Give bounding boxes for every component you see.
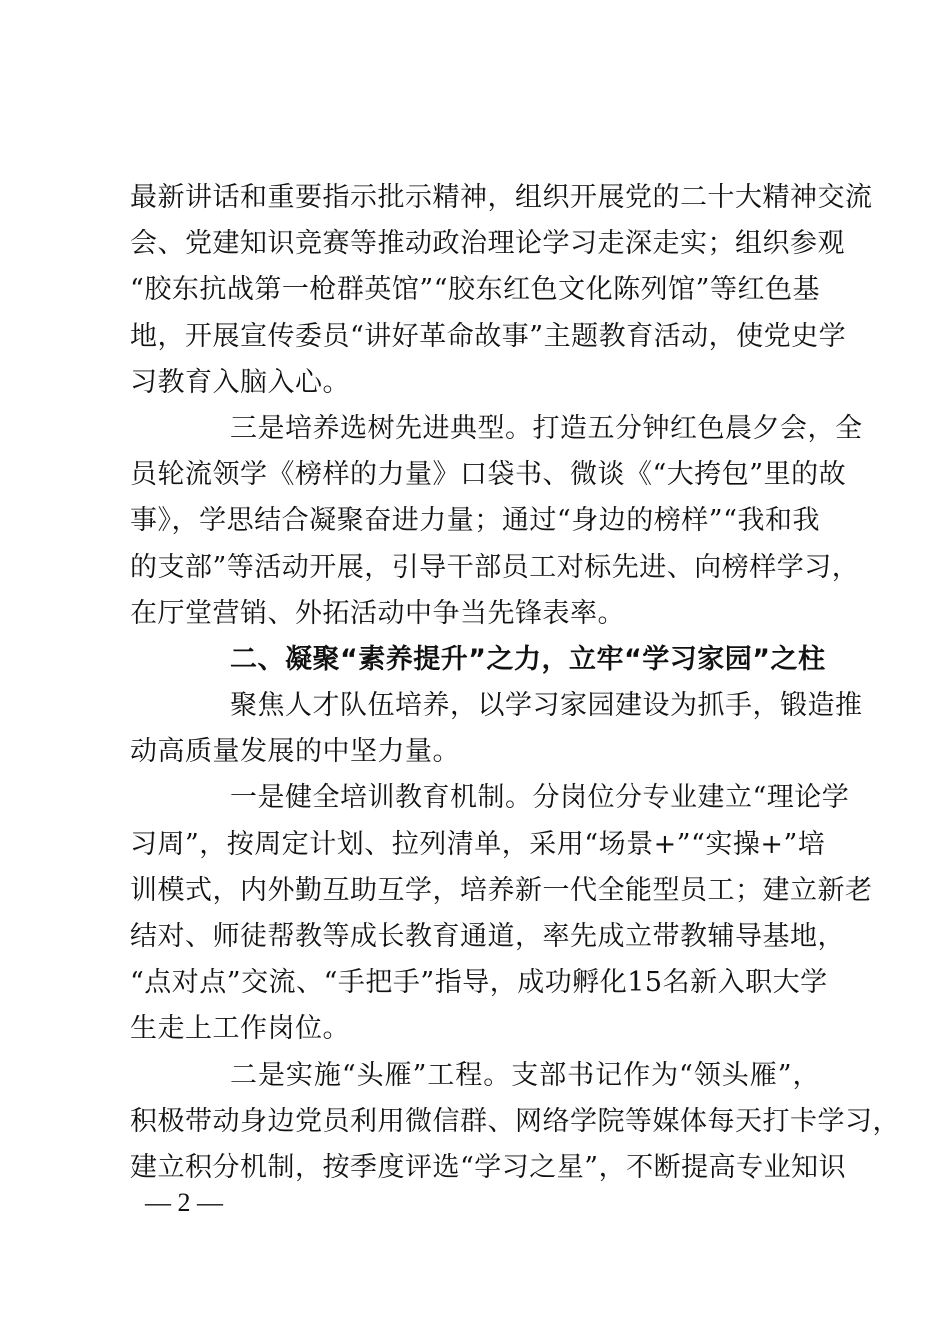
paragraph [130, 1053, 900, 1192]
text-line: 生走上工作岗位。 [130, 1013, 350, 1045]
text-line: 积极带动身边党员利用微信群、网络学院等媒体每天打卡学习， [130, 1105, 900, 1137]
text-line: 习教育入脑入心。 [130, 366, 350, 398]
document-body [130, 175, 900, 1191]
paragraph [130, 683, 863, 775]
text-line: 最新讲话和重要指示批示精神，组织开展党的二十大精神交流 [130, 182, 873, 213]
text-line: 一是健全培训教育机制。分岗位分专业建立“理论学 [230, 782, 850, 814]
text-line: 结对、师徒帮教等成长教育通道，率先成立带教辅导基地， [130, 921, 845, 952]
text-line: 地，开展宣传委员“讲好革命故事”主题教育活动，使党史学 [130, 320, 847, 352]
paragraph [130, 175, 873, 406]
page-number: — 2 — [145, 1188, 223, 1217]
text-line: 员轮流领学《榜样的力量》口袋书、微谈《“大挎包”里的故 [130, 459, 847, 491]
text-line: 二是实施“头雁”工程。支部书记作为“领头雁”， [230, 1059, 820, 1091]
text-line: 的支部”等活动开展，引导干部员工对标先进、向榜样学习， [130, 551, 860, 583]
text-line: 会、党建知识竞赛等推动政治理论学习走深走实；组织参观 [130, 228, 845, 260]
heading-text: 二、凝聚“素养提升”之力，立牢“学习家园”之柱 [230, 643, 826, 675]
text-line: 三是培养选树先进典型。打造五分钟红色晨夕会，全 [230, 412, 863, 444]
text-line: “胶东抗战第一枪群英馆”“胶东红色文化陈列馆”等红色基 [130, 274, 820, 306]
text-line: 事》，学思结合凝聚奋进力量；通过“身边的榜样”“我和我 [130, 505, 820, 537]
text-line: 在厅堂营销、外拓活动中争当先锋表率。 [130, 597, 625, 629]
section-heading [130, 637, 826, 683]
text-line: “点对点”交流、“手把手”指导，成功孵化15名新入职大学 [130, 967, 828, 999]
text-line: 习周”，按周定计划、拉列清单，采用“场景+”“实操+”培 [130, 828, 826, 860]
paragraph [130, 406, 863, 637]
text-line: 建立积分机制，按季度评选“学习之星”，不断提高专业知识 [130, 1151, 847, 1183]
text-line: 聚焦人才队伍培养，以学习家园建设为抓手，锻造推 [230, 690, 863, 722]
text-line: 动高质量发展的中坚力量。 [130, 736, 460, 768]
text-line: 训模式，内外勤互助互学，培养新一代全能型员工；建立新老 [130, 874, 873, 906]
paragraph [130, 775, 873, 1052]
